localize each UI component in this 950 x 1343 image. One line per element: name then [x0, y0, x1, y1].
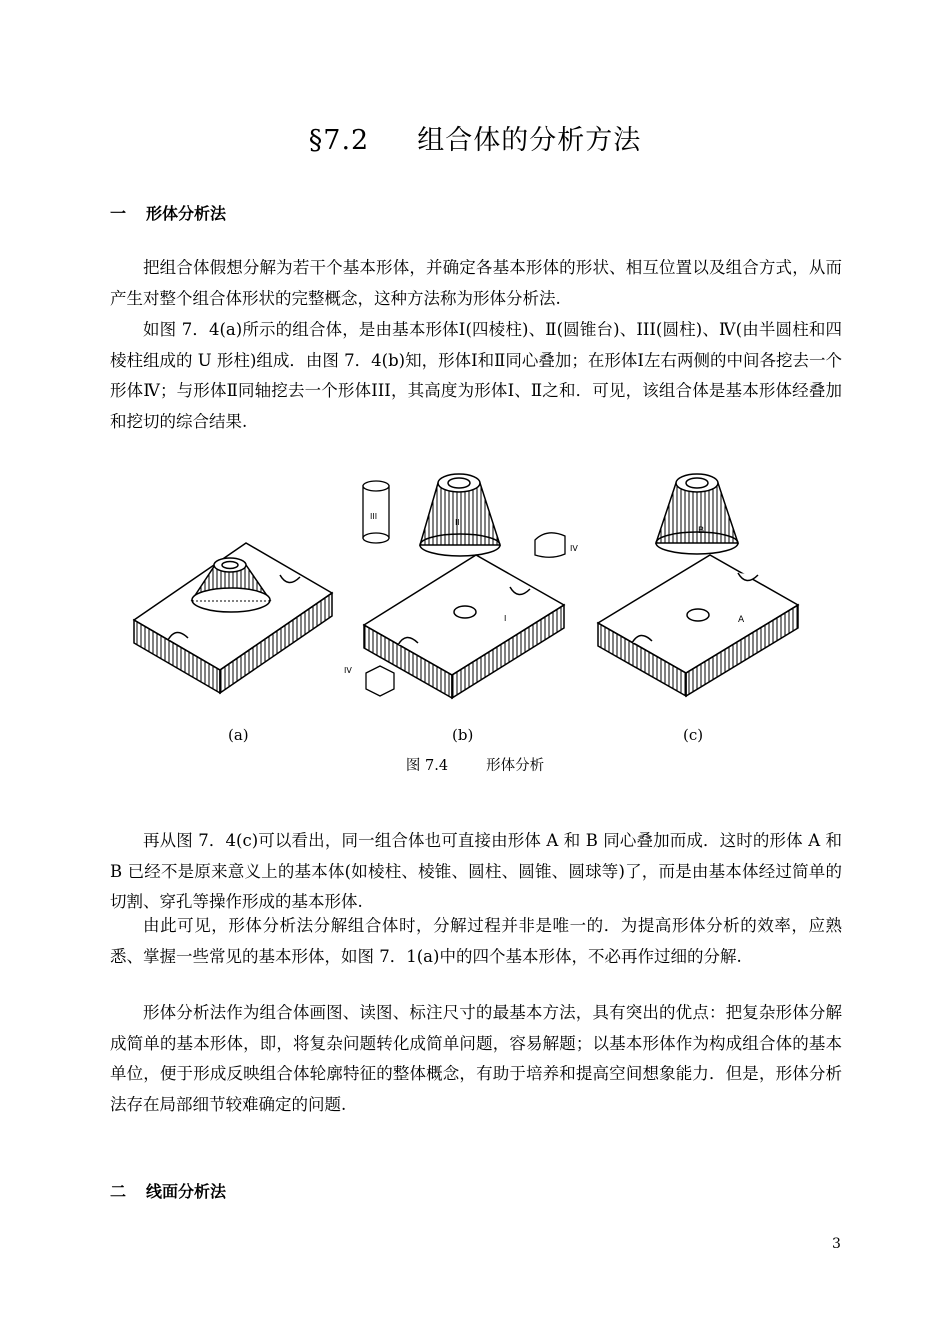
section1-heading [110, 201, 226, 224]
title-number: §7.2 [308, 125, 370, 156]
caption-text: 形体分析 [486, 758, 545, 774]
sublabel-b: (b) [452, 726, 474, 744]
label-B: B [698, 526, 705, 536]
label-I: I [504, 614, 507, 623]
label-IV-top: IV [570, 544, 578, 553]
figure-b-parts [344, 474, 578, 698]
page-number: 3 [832, 1236, 841, 1252]
figure-c-parts [598, 474, 798, 696]
figure-7-4 [120, 455, 830, 715]
label-IV-bottom: IV [344, 666, 352, 675]
paragraph-1: 把组合体假想分解为若干个基本形体，并确定各基本形体的形状、相互位置以及组合方式，从而产生对整个组合体形状的完整概念，这种方法称为形体分析法. [110, 258, 842, 308]
title-text: 组合体的分析方法 [417, 125, 642, 156]
label-II: II [455, 518, 460, 527]
section2-heading-text: 线面分析法 [146, 1182, 227, 1201]
paragraph-5: 形体分析法作为组合体画图、读图、标注尺寸的最基本方法，具有突出的优点：把复杂形体分解成简单的基本形体，即，将复杂问题转化成简单问题，容易解题；以基本形体作为构成组合体的基本单位，便于形成反映组合体轮廓特征的整体概念，有助于培养和提高空间想象能力．但是，形体分析法存在局部细节较难确定的问题. [110, 1003, 842, 1115]
page-title [0, 118, 950, 157]
label-A: A [738, 615, 745, 625]
section2-heading [110, 1179, 226, 1202]
paragraph-4: 由此可见，形体分析法分解组合体时，分解过程并非是唯一的．为提高形体分析的效率，应熟悉、掌握一些常见的基本形体，如图 7．1(a)中的四个基本形体，不必再作过细的分解. [110, 916, 842, 966]
paragraph-3: 再从图 7．4(c)可以看出，同一组合体也可直接由形体 A 和 B 同心叠加而成．这时的形体 A 和 B 已经不是原来意义上的基本体(如棱柱、棱锥、圆柱、圆锥、圆球等)了，而是由基本体经过简单的切割、穿孔等操作形成的基本形体. [110, 831, 842, 912]
sublabel-c: (c) [683, 726, 704, 744]
section1-heading-text: 形体分析法 [146, 204, 227, 223]
label-III: III [370, 512, 378, 521]
figure-caption [0, 754, 950, 775]
sublabel-a: (a) [228, 726, 249, 744]
section1-number: 一 [110, 204, 127, 223]
figure-a-body [134, 543, 332, 693]
section2-number: 二 [110, 1182, 127, 1201]
paragraph-2: 如图 7．4(a)所示的组合体，是由基本形体Ⅰ(四棱柱)、Ⅱ(圆锥台)、III(圆柱)、Ⅳ(由半圆柱和四棱柱组成的 U 形柱)组成．由图 7．4(b)知，形体Ⅰ和Ⅱ同心叠加；在形体Ⅰ左右两侧的中间各挖去一个形体Ⅳ；与形体Ⅱ同轴挖去一个形体III，其高度为形体Ⅰ、Ⅱ之和．可见，该组合体是基本形体经叠加和挖切的综合结果. [110, 320, 842, 432]
caption-number: 图 7.4 [405, 758, 449, 774]
